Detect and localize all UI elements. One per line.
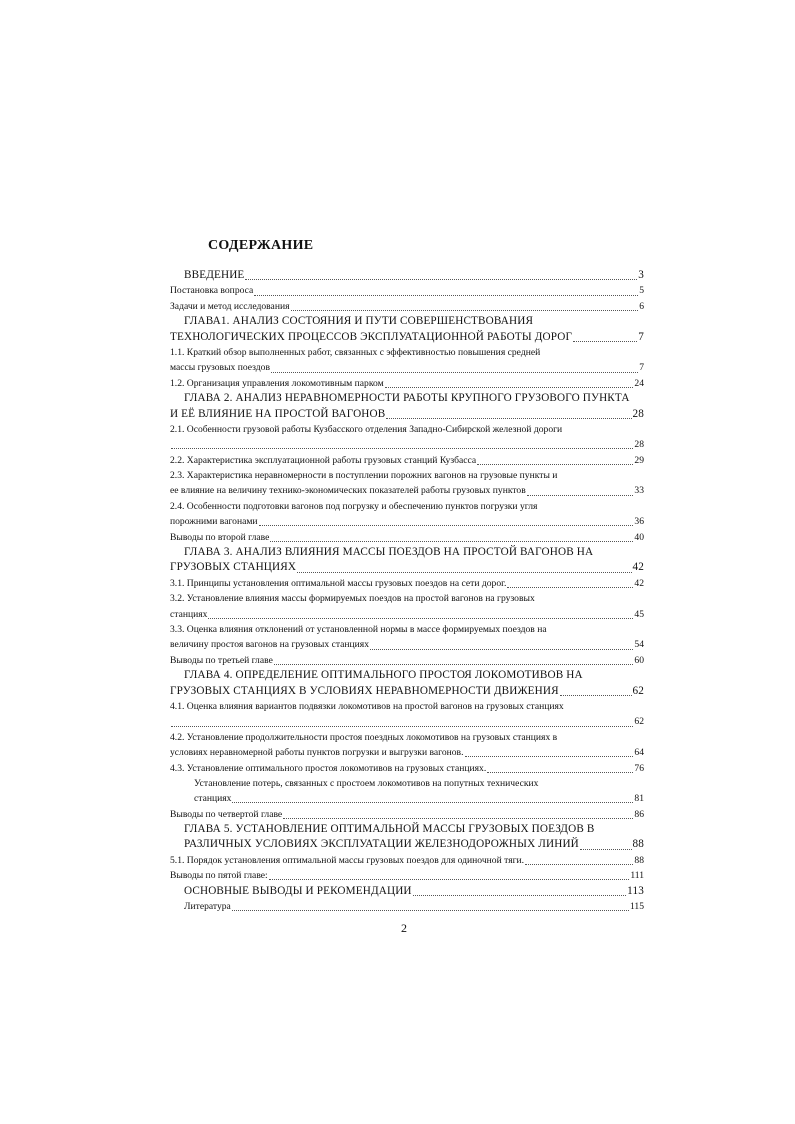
- toc-chapter-heading: ГЛАВА 2. АНАЛИЗ НЕРАВНОМЕРНОСТИ РАБОТЫ КРУПНОГО ГРУЗОВОГО ПУНКТА: [184, 392, 630, 405]
- toc-entry-page: 7: [638, 330, 644, 343]
- toc-entry-page: 111: [630, 870, 644, 882]
- toc-entry-line: 1.1. Краткий обзор выполненных работ, связанных с эффективностью повышения средней: [170, 346, 541, 358]
- toc-entry: [170, 745, 644, 760]
- toc-entry: [170, 637, 644, 652]
- dot-leader: [297, 572, 631, 573]
- toc-entry-page: 62: [634, 716, 644, 728]
- toc-entry-text: условиях неравномерной работы пунктов погрузки и выгрузки вагонов.: [170, 747, 464, 759]
- toc-entry-text: Постановка вопроса: [170, 285, 254, 297]
- dot-leader: [245, 279, 637, 280]
- toc-entry-text: И ЕЁ ВЛИЯНИЕ НА ПРОСТОЙ ВАГОНОВ: [170, 407, 386, 420]
- toc-entry: [170, 514, 644, 529]
- toc-entry-line: 3.3. Оценка влияния отклонений от установленной нормы в массе формируемых поездов на: [170, 623, 547, 635]
- toc-entry: [170, 283, 644, 298]
- toc-entry-text: станциях: [194, 793, 232, 805]
- dot-leader: [232, 802, 633, 803]
- toc-entry-text: ГРУЗОВЫХ СТАНЦИЯХ В УСЛОВИЯХ НЕРАВНОМЕРНОСТИ ДВИЖЕНИЯ: [170, 684, 559, 697]
- toc-entry-introduction: [170, 268, 644, 283]
- toc-entry-page: 60: [634, 654, 644, 666]
- toc-entry-line: 3.2. Установление влияния массы формируемых поездов на простой вагонов на грузовых: [170, 593, 535, 605]
- toc-entry-text: 5.1. Порядок установления оптимальной массы грузовых поездов для одиночной тяги.: [170, 854, 525, 866]
- dot-leader: [487, 772, 633, 773]
- dot-leader: [259, 525, 634, 526]
- toc-entry-chapter-3: [170, 560, 644, 575]
- toc-entry-text: станциях: [170, 608, 208, 620]
- toc-entry-chapter-1: [170, 330, 644, 345]
- toc-entry-page: 54: [634, 639, 644, 651]
- toc-chapter-heading: ГЛАВА1. АНАЛИЗ СОСТОЯНИЯ И ПУТИ СОВЕРШЕНСТВОВАНИЯ: [184, 315, 534, 328]
- dot-leader: [507, 587, 633, 588]
- toc-entry: [170, 714, 644, 729]
- dot-leader: [274, 664, 634, 665]
- toc-entry-page: 42: [632, 561, 644, 574]
- toc-entry-line: 4.2. Установление продолжительности простоя поездных локомотивов на грузовых станциях в: [170, 731, 558, 743]
- toc-entry-text: Выводы по четвертой главе: [170, 808, 283, 820]
- toc-entry-text: ГРУЗОВЫХ СТАНЦИЯХ: [170, 561, 297, 574]
- toc-entry-text: Литература: [184, 901, 231, 913]
- toc-entry-page: 28: [632, 407, 644, 420]
- toc-entry-page: 45: [634, 608, 644, 620]
- toc-entry-chapter-4: [170, 684, 644, 699]
- toc-entry: [170, 576, 644, 591]
- toc-entry-page: 64: [634, 747, 644, 759]
- toc-entry-page: 29: [634, 454, 644, 466]
- toc-entry-page: 76: [634, 762, 644, 774]
- toc-entry: [170, 483, 644, 498]
- dot-leader: [465, 756, 634, 757]
- toc-entry-line: Установление потерь, связанных с простоем локомотивов на попутных технических: [194, 777, 539, 789]
- toc-entry: [170, 360, 644, 375]
- toc-entry-line: 2.1. Особенности грузовой работы Кузбасского отделения Западно-Сибирской железной дороги: [170, 423, 563, 435]
- toc-entry-page: 88: [632, 838, 644, 851]
- dot-leader: [232, 910, 629, 911]
- toc-entry-text: ОСНОВНЫЕ ВЫВОДЫ И РЕКОМЕНДАЦИИ: [184, 884, 412, 897]
- dot-leader: [525, 864, 633, 865]
- toc-entry-page: 113: [627, 884, 644, 897]
- toc-entry: [170, 299, 644, 314]
- toc-entry-page: 81: [634, 793, 644, 805]
- toc-entry: [170, 653, 644, 668]
- toc-entry-page: 5: [639, 285, 644, 297]
- toc-entry-page: 33: [634, 485, 644, 497]
- toc-chapter-heading: ГЛАВА 3. АНАЛИЗ ВЛИЯНИЯ МАССЫ ПОЕЗДОВ НА ПРОСТОЙ ВАГОНОВ НА: [184, 546, 594, 559]
- toc-entry-line: 2.4. Особенности подготовки вагонов под погрузку и обеспечению пунктов погрузки угля: [170, 500, 538, 512]
- toc-entry: [170, 807, 644, 822]
- toc-entry: [170, 761, 644, 776]
- toc-entry-text: 4.3. Установление оптимального простоя локомотивов на грузовых станциях.: [170, 762, 487, 774]
- toc-entry: [170, 376, 644, 391]
- dot-leader: [370, 649, 633, 650]
- toc-entry-text: Выводы по второй главе: [170, 531, 270, 543]
- toc-entry-page: 40: [634, 531, 644, 543]
- dot-leader: [291, 310, 639, 311]
- toc-entry-text: ТЕХНОЛОГИЧЕСКИХ ПРОЦЕССОВ ЭКСПЛУАТАЦИОННОЙ РАБОТЫ ДОРОГ: [170, 330, 573, 343]
- dot-leader: [580, 849, 632, 850]
- toc-entry-text: 3.1. Принципы установления оптимальной массы грузовых поездов на сети дорог.: [170, 577, 507, 589]
- toc-entry-chapter-5: [170, 837, 644, 852]
- toc-entry-page: 24: [634, 377, 644, 389]
- toc-entry-text: Задачи и метод исследования: [170, 300, 290, 312]
- dot-leader: [573, 341, 637, 342]
- toc-entry: [170, 530, 644, 545]
- dot-leader: [208, 618, 633, 619]
- dot-leader: [477, 464, 633, 465]
- toc-entry-page: 115: [629, 901, 644, 913]
- dot-leader: [527, 495, 634, 496]
- toc-entry-text: 2.2. Характеристика эксплуатационной работы грузовых станций Кузбасса: [170, 454, 477, 466]
- toc-entry-page: 36: [634, 516, 644, 528]
- dot-leader: [171, 726, 633, 727]
- table-of-contents: [170, 268, 644, 914]
- toc-entry-conclusions: [170, 884, 644, 899]
- toc-entry-page: 42: [634, 577, 644, 589]
- toc-chapter-heading: ГЛАВА 4. ОПРЕДЕЛЕНИЕ ОПТИМАЛЬНОГО ПРОСТОЯ ЛОКОМОТИВОВ НА: [184, 669, 583, 682]
- toc-entry-text: РАЗЛИЧНЫХ УСЛОВИЯХ ЭКСПЛУАТАЦИИ ЖЕЛЕЗНОДОРОЖНЫХ ЛИНИЙ: [184, 838, 579, 851]
- toc-chapter-heading: ГЛАВА 5. УСТАНОВЛЕНИЕ ОПТИМАЛЬНОЙ МАССЫ ГРУЗОВЫХ ПОЕЗДОВ В: [184, 823, 595, 836]
- toc-entry: [170, 437, 644, 452]
- toc-entry-page: 3: [638, 269, 644, 281]
- dot-leader: [385, 387, 634, 388]
- dot-leader: [560, 695, 632, 696]
- toc-entry-page: 62: [632, 684, 644, 697]
- toc-entry-text: величину простоя вагонов на грузовых станциях: [170, 639, 370, 651]
- dot-leader: [283, 818, 633, 819]
- toc-entry-page: 86: [634, 808, 644, 820]
- dot-leader: [386, 418, 631, 419]
- toc-entry-text: ВВЕДЕНИЕ: [184, 269, 245, 281]
- toc-entry: [170, 607, 644, 622]
- dot-leader: [271, 372, 638, 373]
- toc-entry-text: массы грузовых поездов: [170, 362, 270, 374]
- toc-entry-text: Выводы по пятой главе:: [170, 870, 268, 882]
- toc-entry: [170, 868, 644, 883]
- toc-entry-text: ее влияние на величину технико-экономических показателей работы грузовых пунктов: [170, 485, 526, 497]
- toc-entry: [170, 791, 644, 806]
- toc-entry-line: 2.3. Характеристика неравномерности в поступлении порожних вагонов на грузовые пункты и: [170, 470, 558, 482]
- toc-entry: [170, 453, 644, 468]
- toc-entry-references: [170, 899, 644, 914]
- toc-entry-text: Выводы по третьей главе: [170, 654, 273, 666]
- dot-leader: [269, 879, 630, 880]
- toc-entry-page: 7: [639, 362, 644, 374]
- dot-leader: [171, 448, 633, 449]
- toc-title: СОДЕРЖАНИЕ: [208, 238, 314, 253]
- dot-leader: [254, 295, 638, 296]
- toc-entry: [170, 853, 644, 868]
- dot-leader: [413, 895, 627, 896]
- toc-entry-text: 1.2. Организация управления локомотивным парком: [170, 377, 384, 389]
- toc-entry-line: 4.1. Оценка влияния вариантов подвязки локомотивов на простой вагонов на грузовых станциях: [170, 700, 564, 712]
- toc-entry-page: 88: [634, 854, 644, 866]
- toc-entry-text: порожними вагонами: [170, 516, 258, 528]
- toc-entry-chapter-2: [170, 407, 644, 422]
- toc-entry-page: 6: [639, 300, 644, 312]
- dot-leader: [270, 541, 633, 542]
- toc-entry-page: 28: [634, 439, 644, 451]
- page-number: 2: [401, 921, 407, 935]
